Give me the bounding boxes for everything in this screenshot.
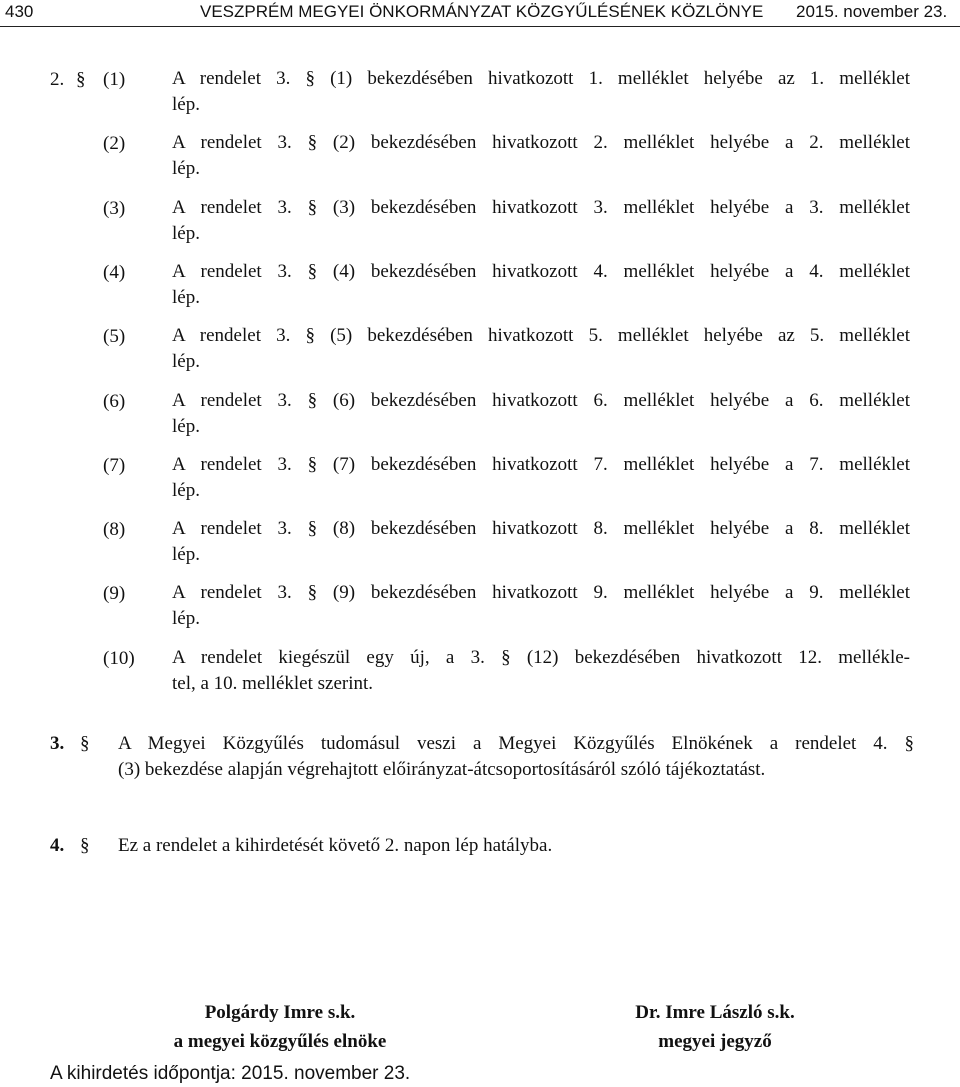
paragraph-text: [172, 645, 910, 697]
paragraph-number: (10): [103, 648, 135, 669]
paragraph-text: [172, 388, 910, 440]
signature-right-title: megyei jegyző: [658, 1031, 772, 1052]
article-4-text: Ez a rendelet a kihirdetését követő 2. napon lép hatályba.: [118, 835, 553, 856]
paragraph-line-2: lép.: [172, 416, 200, 437]
paragraph-number: (2): [103, 133, 126, 154]
article-2-section-sign: §: [76, 69, 86, 90]
paragraph-line-1: A rendelet 3. § (3) bekezdésében hivatkozott 3. melléklet helyébe a 3. melléklet: [172, 197, 910, 218]
paragraph-line-1: A rendelet 3. § (4) bekezdésében hivatkozott 4. melléklet helyébe a 4. melléklet: [172, 261, 910, 282]
article-3-line-2: (3) bekezdése alapján végrehajtott előirányzat-átcsoportosításáról szóló tájékoztatást.: [118, 759, 766, 780]
signature-right: [575, 998, 855, 1056]
paragraph-line-2: lép.: [172, 94, 200, 115]
paragraph-number: (4): [103, 262, 126, 283]
paragraph-number: (7): [103, 455, 126, 476]
paragraph-text: [172, 195, 910, 247]
paragraph-number: (6): [103, 391, 126, 412]
article-4-section-sign: §: [80, 835, 90, 856]
paragraph-text: [172, 130, 910, 182]
paragraph-line-2: lép.: [172, 287, 200, 308]
signature-right-name: Dr. Imre László s.k.: [635, 1002, 795, 1023]
issue-date: 2015. november 23.: [796, 2, 948, 21]
article-4-number: 4.: [50, 835, 65, 856]
journal-title: VESZPRÉM MEGYEI ÖNKORMÁNYZAT KÖZGYŰLÉSÉNEK KÖZLÖNYE: [200, 2, 764, 21]
paragraph-number: (5): [103, 326, 126, 347]
paragraph-text: [172, 580, 910, 632]
paragraph-line-1: A rendelet 3. § (2) bekezdésében hivatkozott 2. melléklet helyébe a 2. melléklet: [172, 132, 910, 153]
paragraph-text: [172, 66, 910, 118]
paragraph-line-2: lép.: [172, 544, 200, 565]
article-3-line-1: A Megyei Közgyűlés tudomásul veszi a Megyei Közgyűlés Elnökének a rendelet 4. §: [118, 733, 914, 754]
signature-left: [130, 998, 430, 1056]
paragraph-line-2: lép.: [172, 351, 200, 372]
signature-left-title: a megyei közgyűlés elnöke: [173, 1031, 387, 1052]
paragraph-line-2: lép.: [172, 480, 200, 501]
paragraph-number: (8): [103, 519, 126, 540]
article-4: [50, 833, 912, 863]
paragraph-line-2: tel, a 10. melléklet szerint.: [172, 673, 374, 694]
paragraph-text: [172, 452, 910, 504]
paragraph-line-1: A rendelet 3. § (8) bekezdésében hivatkozott 8. melléklet helyébe a 8. melléklet: [172, 518, 910, 539]
paragraph-line-1: A rendelet 3. § (9) bekezdésében hivatkozott 9. melléklet helyébe a 9. melléklet: [172, 582, 910, 603]
paragraph-text: [172, 516, 910, 568]
paragraph-line-2: lép.: [172, 608, 200, 629]
paragraph-line-2: lép.: [172, 158, 200, 179]
paragraph-line-1: A rendelet 3. § (7) bekezdésében hivatkozott 7. melléklet helyébe a 7. melléklet: [172, 454, 910, 475]
paragraph-number: (9): [103, 583, 126, 604]
paragraph-number: (1): [103, 69, 126, 90]
paragraph-line-1: A rendelet 3. § (1) bekezdésében hivatkozott 1. melléklet helyébe az 1. melléklet: [172, 68, 910, 89]
article-3-text: [118, 731, 914, 783]
article-3: [50, 731, 912, 787]
paragraph-line-1: A rendelet 3. § (5) bekezdésében hivatkozott 5. melléklet helyébe az 5. melléklet: [172, 325, 910, 346]
header-rule: [0, 26, 960, 27]
paragraph-line-1: A rendelet kiegészül egy új, a 3. § (12) bekezdésében hivatkozott 12. mellékle-: [172, 647, 910, 668]
article-3-number: 3.: [50, 733, 65, 754]
page-number: 430: [5, 2, 34, 21]
paragraph-line-1: A rendelet 3. § (6) bekezdésében hivatkozott 6. melléklet helyébe a 6. melléklet: [172, 390, 910, 411]
article-3-section-sign: §: [80, 733, 90, 754]
page-header: [0, 0, 960, 28]
publication-date: A kihirdetés időpontja: 2015. november 23.: [50, 1063, 411, 1084]
paragraph-text: [172, 259, 910, 311]
paragraph-line-2: lép.: [172, 223, 200, 244]
article-2-number: 2.: [50, 69, 65, 90]
paragraph-text: [172, 323, 910, 375]
paragraph-number: (3): [103, 198, 126, 219]
signature-left-name: Polgárdy Imre s.k.: [204, 1002, 356, 1023]
